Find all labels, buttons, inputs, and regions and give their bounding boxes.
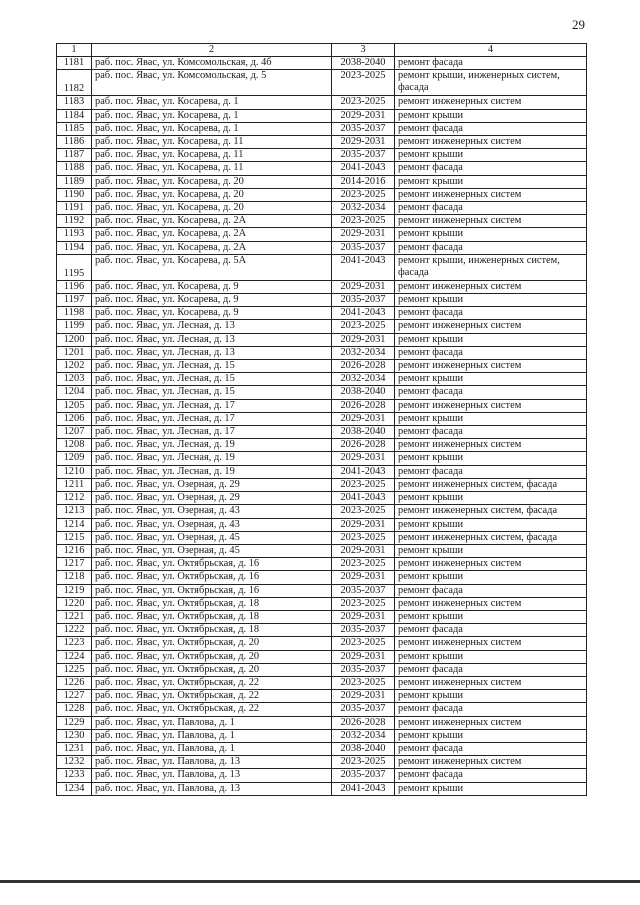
years-cell: 2029-2031 bbox=[332, 412, 395, 425]
work-type-cell: ремонт крыши bbox=[395, 492, 587, 505]
table-row bbox=[57, 215, 587, 228]
row-number-cell: 1201 bbox=[57, 346, 92, 359]
work-type-cell: ремонт инженерных систем, фасада bbox=[395, 478, 587, 491]
work-type-cell: ремонт фасада bbox=[395, 703, 587, 716]
table-row bbox=[57, 742, 587, 755]
address-cell: раб. пос. Явас, ул. Озерная, д. 45 bbox=[92, 544, 332, 557]
table-row bbox=[57, 360, 587, 373]
page-number: 29 bbox=[572, 17, 585, 32]
work-type-cell: ремонт инженерных систем, фасада bbox=[395, 505, 587, 518]
table-row bbox=[57, 202, 587, 215]
work-type-cell: ремонт крыши bbox=[395, 175, 587, 188]
work-type-cell: ремонт фасада bbox=[395, 663, 587, 676]
table-row bbox=[57, 544, 587, 557]
row-number-cell: 1219 bbox=[57, 584, 92, 597]
address-cell: раб. пос. Явас, ул. Октябрьская, д. 22 bbox=[92, 676, 332, 689]
work-type-cell: ремонт инженерных систем bbox=[395, 716, 587, 729]
years-cell: 2032-2034 bbox=[332, 346, 395, 359]
column-header-years: 3 bbox=[332, 44, 395, 57]
table-row bbox=[57, 399, 587, 412]
address-cell: раб. пос. Явас, ул. Косарева, д. 5А bbox=[92, 254, 332, 280]
years-cell: 2023-2025 bbox=[332, 188, 395, 201]
row-number-cell: 1224 bbox=[57, 650, 92, 663]
table-row bbox=[57, 716, 587, 729]
address-cell: раб. пос. Явас, ул. Озерная, д. 29 bbox=[92, 478, 332, 491]
address-cell: раб. пос. Явас, ул. Павлова, д. 13 bbox=[92, 769, 332, 782]
work-type-cell: ремонт крыши, инженерных систем, фасада bbox=[395, 254, 587, 280]
address-cell: раб. пос. Явас, ул. Косарева, д. 9 bbox=[92, 280, 332, 293]
years-cell: 2023-2025 bbox=[332, 215, 395, 228]
column-header-work: 4 bbox=[395, 44, 587, 57]
address-cell: раб. пос. Явас, ул. Лесная, д. 13 bbox=[92, 320, 332, 333]
years-cell: 2035-2037 bbox=[332, 241, 395, 254]
work-type-cell: ремонт фасада bbox=[395, 202, 587, 215]
table-row bbox=[57, 307, 587, 320]
row-number-cell: 1233 bbox=[57, 769, 92, 782]
years-cell: 2041-2043 bbox=[332, 162, 395, 175]
row-number-cell: 1206 bbox=[57, 412, 92, 425]
address-cell: раб. пос. Явас, ул. Озерная, д. 45 bbox=[92, 531, 332, 544]
work-type-cell: ремонт фасада bbox=[395, 307, 587, 320]
row-number-cell: 1229 bbox=[57, 716, 92, 729]
years-cell: 2038-2040 bbox=[332, 386, 395, 399]
work-type-cell: ремонт фасада bbox=[395, 122, 587, 135]
table-row bbox=[57, 584, 587, 597]
table-row bbox=[57, 571, 587, 584]
address-cell: раб. пос. Явас, ул. Косарева, д. 2А bbox=[92, 215, 332, 228]
row-number-cell: 1234 bbox=[57, 782, 92, 795]
table-row bbox=[57, 96, 587, 109]
years-cell: 2029-2031 bbox=[332, 544, 395, 557]
row-number-cell: 1196 bbox=[57, 280, 92, 293]
address-cell: раб. пос. Явас, ул. Косарева, д. 2А bbox=[92, 228, 332, 241]
row-number-cell: 1202 bbox=[57, 360, 92, 373]
years-cell: 2029-2031 bbox=[332, 650, 395, 663]
table-row bbox=[57, 70, 587, 96]
years-cell: 2041-2043 bbox=[332, 254, 395, 280]
years-cell: 2035-2037 bbox=[332, 149, 395, 162]
work-type-cell: ремонт фасада bbox=[395, 346, 587, 359]
work-type-cell: ремонт инженерных систем bbox=[395, 637, 587, 650]
years-cell: 2035-2037 bbox=[332, 584, 395, 597]
column-header-address: 2 bbox=[92, 44, 332, 57]
years-cell: 2026-2028 bbox=[332, 399, 395, 412]
table-row bbox=[57, 109, 587, 122]
address-cell: раб. пос. Явас, ул. Косарева, д. 11 bbox=[92, 149, 332, 162]
table-row bbox=[57, 346, 587, 359]
row-number-cell: 1190 bbox=[57, 188, 92, 201]
address-cell: раб. пос. Явас, ул. Лесная, д. 17 bbox=[92, 412, 332, 425]
table-row bbox=[57, 386, 587, 399]
years-cell: 2023-2025 bbox=[332, 320, 395, 333]
address-cell: раб. пос. Явас, ул. Октябрьская, д. 16 bbox=[92, 558, 332, 571]
row-number-cell: 1204 bbox=[57, 386, 92, 399]
table-row bbox=[57, 518, 587, 531]
row-number-cell: 1187 bbox=[57, 149, 92, 162]
row-number-cell: 1213 bbox=[57, 505, 92, 518]
address-cell: раб. пос. Явас, ул. Павлова, д. 1 bbox=[92, 716, 332, 729]
row-number-cell: 1228 bbox=[57, 703, 92, 716]
table-row bbox=[57, 320, 587, 333]
table-row bbox=[57, 241, 587, 254]
table-row bbox=[57, 465, 587, 478]
table-row bbox=[57, 162, 587, 175]
table-row bbox=[57, 663, 587, 676]
years-cell: 2038-2040 bbox=[332, 742, 395, 755]
address-cell: раб. пос. Явас, ул. Лесная, д. 19 bbox=[92, 465, 332, 478]
table-row bbox=[57, 280, 587, 293]
work-type-cell: ремонт крыши bbox=[395, 650, 587, 663]
table-row bbox=[57, 531, 587, 544]
work-type-cell: ремонт крыши bbox=[395, 149, 587, 162]
table-row bbox=[57, 122, 587, 135]
work-type-cell: ремонт инженерных систем bbox=[395, 756, 587, 769]
years-cell: 2032-2034 bbox=[332, 202, 395, 215]
work-type-cell: ремонт крыши bbox=[395, 333, 587, 346]
years-cell: 2026-2028 bbox=[332, 360, 395, 373]
address-cell: раб. пос. Явас, ул. Озерная, д. 43 bbox=[92, 505, 332, 518]
years-cell: 2014-2016 bbox=[332, 175, 395, 188]
work-type-cell: ремонт фасада bbox=[395, 162, 587, 175]
years-cell: 2026-2028 bbox=[332, 439, 395, 452]
row-number-cell: 1221 bbox=[57, 610, 92, 623]
table-row bbox=[57, 703, 587, 716]
address-cell: раб. пос. Явас, ул. Октябрьская, д. 18 bbox=[92, 624, 332, 637]
work-type-cell: ремонт фасада bbox=[395, 742, 587, 755]
years-cell: 2029-2031 bbox=[332, 610, 395, 623]
address-cell: раб. пос. Явас, ул. Косарева, д. 1 bbox=[92, 109, 332, 122]
address-cell: раб. пос. Явас, ул. Октябрьская, д. 20 bbox=[92, 663, 332, 676]
address-cell: раб. пос. Явас, ул. Косарева, д. 1 bbox=[92, 122, 332, 135]
table-row bbox=[57, 228, 587, 241]
work-type-cell: ремонт крыши bbox=[395, 571, 587, 584]
row-number-cell: 1218 bbox=[57, 571, 92, 584]
row-number-cell: 1182 bbox=[57, 70, 92, 96]
row-number-cell: 1186 bbox=[57, 136, 92, 149]
years-cell: 2023-2025 bbox=[332, 558, 395, 571]
years-cell: 2023-2025 bbox=[332, 96, 395, 109]
years-cell: 2041-2043 bbox=[332, 782, 395, 795]
years-cell: 2041-2043 bbox=[332, 307, 395, 320]
row-number-cell: 1203 bbox=[57, 373, 92, 386]
address-cell: раб. пос. Явас, ул. Лесная, д. 15 bbox=[92, 386, 332, 399]
years-cell: 2023-2025 bbox=[332, 478, 395, 491]
row-number-cell: 1208 bbox=[57, 439, 92, 452]
years-cell: 2023-2025 bbox=[332, 597, 395, 610]
work-type-cell: ремонт крыши bbox=[395, 544, 587, 557]
work-type-cell: ремонт фасада bbox=[395, 769, 587, 782]
years-cell: 2032-2034 bbox=[332, 373, 395, 386]
table-row bbox=[57, 439, 587, 452]
table-body bbox=[57, 57, 587, 796]
address-cell: раб. пос. Явас, ул. Косарева, д. 11 bbox=[92, 162, 332, 175]
work-type-cell: ремонт инженерных систем bbox=[395, 320, 587, 333]
row-number-cell: 1211 bbox=[57, 478, 92, 491]
years-cell: 2035-2037 bbox=[332, 769, 395, 782]
address-cell: раб. пос. Явас, ул. Октябрьская, д. 16 bbox=[92, 571, 332, 584]
work-type-cell: ремонт крыши bbox=[395, 610, 587, 623]
work-type-cell: ремонт фасада bbox=[395, 624, 587, 637]
work-type-cell: ремонт крыши bbox=[395, 373, 587, 386]
row-number-cell: 1183 bbox=[57, 96, 92, 109]
address-cell: раб. пос. Явас, ул. Октябрьская, д. 18 bbox=[92, 597, 332, 610]
years-cell: 2029-2031 bbox=[332, 571, 395, 584]
table-row bbox=[57, 136, 587, 149]
row-number-cell: 1212 bbox=[57, 492, 92, 505]
row-number-cell: 1215 bbox=[57, 531, 92, 544]
address-cell: раб. пос. Явас, ул. Лесная, д. 17 bbox=[92, 399, 332, 412]
address-cell: раб. пос. Явас, ул. Озерная, д. 43 bbox=[92, 518, 332, 531]
years-cell: 2029-2031 bbox=[332, 280, 395, 293]
work-type-cell: ремонт инженерных систем bbox=[395, 360, 587, 373]
work-type-cell: ремонт фасада bbox=[395, 465, 587, 478]
years-cell: 2038-2040 bbox=[332, 57, 395, 70]
table-row bbox=[57, 373, 587, 386]
years-cell: 2029-2031 bbox=[332, 136, 395, 149]
address-cell: раб. пос. Явас, ул. Октябрьская, д. 16 bbox=[92, 584, 332, 597]
years-cell: 2023-2025 bbox=[332, 70, 395, 96]
years-cell: 2035-2037 bbox=[332, 294, 395, 307]
address-cell: раб. пос. Явас, ул. Озерная, д. 29 bbox=[92, 492, 332, 505]
address-cell: раб. пос. Явас, ул. Косарева, д. 2А bbox=[92, 241, 332, 254]
row-number-cell: 1191 bbox=[57, 202, 92, 215]
work-type-cell: ремонт инженерных систем bbox=[395, 399, 587, 412]
address-cell: раб. пос. Явас, ул. Косарева, д. 1 bbox=[92, 96, 332, 109]
row-number-cell: 1232 bbox=[57, 756, 92, 769]
work-type-cell: ремонт инженерных систем bbox=[395, 558, 587, 571]
years-cell: 2026-2028 bbox=[332, 716, 395, 729]
row-number-cell: 1192 bbox=[57, 215, 92, 228]
address-cell: раб. пос. Явас, ул. Октябрьская, д. 22 bbox=[92, 703, 332, 716]
table-row bbox=[57, 676, 587, 689]
table-row bbox=[57, 254, 587, 280]
address-cell: раб. пос. Явас, ул. Павлова, д. 1 bbox=[92, 742, 332, 755]
work-type-cell: ремонт крыши bbox=[395, 294, 587, 307]
work-type-cell: ремонт инженерных систем, фасада bbox=[395, 531, 587, 544]
years-cell: 2029-2031 bbox=[332, 518, 395, 531]
table-row bbox=[57, 188, 587, 201]
years-cell: 2032-2034 bbox=[332, 729, 395, 742]
row-number-cell: 1225 bbox=[57, 663, 92, 676]
years-cell: 2035-2037 bbox=[332, 663, 395, 676]
row-number-cell: 1230 bbox=[57, 729, 92, 742]
row-number-cell: 1217 bbox=[57, 558, 92, 571]
row-number-cell: 1222 bbox=[57, 624, 92, 637]
work-type-cell: ремонт инженерных систем bbox=[395, 136, 587, 149]
address-cell: раб. пос. Явас, ул. Лесная, д. 19 bbox=[92, 452, 332, 465]
row-number-cell: 1200 bbox=[57, 333, 92, 346]
table-row bbox=[57, 782, 587, 795]
work-type-cell: ремонт инженерных систем bbox=[395, 188, 587, 201]
table-row bbox=[57, 650, 587, 663]
work-type-cell: ремонт крыши bbox=[395, 452, 587, 465]
address-cell: раб. пос. Явас, ул. Комсомольская, д. 4б bbox=[92, 57, 332, 70]
work-type-cell: ремонт фасада bbox=[395, 57, 587, 70]
column-header-number: 1 bbox=[57, 44, 92, 57]
years-cell: 2038-2040 bbox=[332, 426, 395, 439]
years-cell: 2029-2031 bbox=[332, 452, 395, 465]
years-cell: 2023-2025 bbox=[332, 505, 395, 518]
row-number-cell: 1207 bbox=[57, 426, 92, 439]
years-cell: 2029-2031 bbox=[332, 690, 395, 703]
work-type-cell: ремонт крыши bbox=[395, 228, 587, 241]
address-cell: раб. пос. Явас, ул. Комсомольская, д. 5 bbox=[92, 70, 332, 96]
row-number-cell: 1226 bbox=[57, 676, 92, 689]
work-type-cell: ремонт крыши bbox=[395, 109, 587, 122]
work-type-cell: ремонт крыши bbox=[395, 412, 587, 425]
scan-edge-line bbox=[0, 880, 640, 883]
row-number-cell: 1231 bbox=[57, 742, 92, 755]
address-cell: раб. пос. Явас, ул. Косарева, д. 20 bbox=[92, 188, 332, 201]
address-cell: раб. пос. Явас, ул. Лесная, д. 19 bbox=[92, 439, 332, 452]
row-number-cell: 1223 bbox=[57, 637, 92, 650]
years-cell: 2029-2031 bbox=[332, 228, 395, 241]
row-number-cell: 1198 bbox=[57, 307, 92, 320]
work-type-cell: ремонт фасада bbox=[395, 426, 587, 439]
table-row bbox=[57, 624, 587, 637]
table-row bbox=[57, 558, 587, 571]
row-number-cell: 1210 bbox=[57, 465, 92, 478]
table-row bbox=[57, 452, 587, 465]
table-row bbox=[57, 294, 587, 307]
address-cell: раб. пос. Явас, ул. Косарева, д. 20 bbox=[92, 202, 332, 215]
address-cell: раб. пос. Явас, ул. Павлова, д. 13 bbox=[92, 756, 332, 769]
address-cell: раб. пос. Явас, ул. Косарева, д. 20 bbox=[92, 175, 332, 188]
row-number-cell: 1188 bbox=[57, 162, 92, 175]
table-row bbox=[57, 175, 587, 188]
work-type-cell: ремонт инженерных систем bbox=[395, 597, 587, 610]
address-cell: раб. пос. Явас, ул. Октябрьская, д. 20 bbox=[92, 637, 332, 650]
years-cell: 2023-2025 bbox=[332, 637, 395, 650]
years-cell: 2041-2043 bbox=[332, 465, 395, 478]
address-cell: раб. пос. Явас, ул. Косарева, д. 11 bbox=[92, 136, 332, 149]
row-number-cell: 1220 bbox=[57, 597, 92, 610]
years-cell: 2023-2025 bbox=[332, 756, 395, 769]
work-type-cell: ремонт крыши, инженерных систем, фасада bbox=[395, 70, 587, 96]
work-type-cell: ремонт инженерных систем bbox=[395, 215, 587, 228]
table-row bbox=[57, 769, 587, 782]
address-cell: раб. пос. Явас, ул. Косарева, д. 9 bbox=[92, 307, 332, 320]
work-type-cell: ремонт инженерных систем bbox=[395, 96, 587, 109]
table-row bbox=[57, 637, 587, 650]
row-number-cell: 1197 bbox=[57, 294, 92, 307]
work-type-cell: ремонт крыши bbox=[395, 518, 587, 531]
table-row bbox=[57, 412, 587, 425]
row-number-cell: 1184 bbox=[57, 109, 92, 122]
years-cell: 2035-2037 bbox=[332, 122, 395, 135]
address-cell: раб. пос. Явас, ул. Лесная, д. 15 bbox=[92, 360, 332, 373]
work-type-cell: ремонт крыши bbox=[395, 782, 587, 795]
address-cell: раб. пос. Явас, ул. Косарева, д. 9 bbox=[92, 294, 332, 307]
work-type-cell: ремонт фасада bbox=[395, 386, 587, 399]
years-cell: 2035-2037 bbox=[332, 703, 395, 716]
table-row bbox=[57, 690, 587, 703]
table-header-row bbox=[57, 44, 587, 57]
table-row bbox=[57, 57, 587, 70]
row-number-cell: 1216 bbox=[57, 544, 92, 557]
table-row bbox=[57, 149, 587, 162]
work-type-cell: ремонт фасада bbox=[395, 241, 587, 254]
address-cell: раб. пос. Явас, ул. Октябрьская, д. 18 bbox=[92, 610, 332, 623]
table-row bbox=[57, 610, 587, 623]
table-row bbox=[57, 505, 587, 518]
years-cell: 2029-2031 bbox=[332, 109, 395, 122]
row-number-cell: 1214 bbox=[57, 518, 92, 531]
row-number-cell: 1209 bbox=[57, 452, 92, 465]
row-number-cell: 1189 bbox=[57, 175, 92, 188]
work-type-cell: ремонт инженерных систем bbox=[395, 439, 587, 452]
address-cell: раб. пос. Явас, ул. Лесная, д. 17 bbox=[92, 426, 332, 439]
table-row bbox=[57, 333, 587, 346]
table-row bbox=[57, 729, 587, 742]
row-number-cell: 1205 bbox=[57, 399, 92, 412]
table-row bbox=[57, 756, 587, 769]
address-cell: раб. пос. Явас, ул. Октябрьская, д. 20 bbox=[92, 650, 332, 663]
repair-schedule-table bbox=[56, 43, 587, 796]
row-number-cell: 1181 bbox=[57, 57, 92, 70]
table-row bbox=[57, 492, 587, 505]
address-cell: раб. пос. Явас, ул. Лесная, д. 13 bbox=[92, 346, 332, 359]
address-cell: раб. пос. Явас, ул. Павлова, д. 13 bbox=[92, 782, 332, 795]
work-type-cell: ремонт крыши bbox=[395, 729, 587, 742]
table-row bbox=[57, 426, 587, 439]
table-row bbox=[57, 478, 587, 491]
table-row bbox=[57, 597, 587, 610]
address-cell: раб. пос. Явас, ул. Павлова, д. 1 bbox=[92, 729, 332, 742]
work-type-cell: ремонт фасада bbox=[395, 584, 587, 597]
work-type-cell: ремонт инженерных систем bbox=[395, 280, 587, 293]
work-type-cell: ремонт инженерных систем bbox=[395, 676, 587, 689]
row-number-cell: 1185 bbox=[57, 122, 92, 135]
address-cell: раб. пос. Явас, ул. Октябрьская, д. 22 bbox=[92, 690, 332, 703]
years-cell: 2041-2043 bbox=[332, 492, 395, 505]
address-cell: раб. пос. Явас, ул. Лесная, д. 15 bbox=[92, 373, 332, 386]
address-cell: раб. пос. Явас, ул. Лесная, д. 13 bbox=[92, 333, 332, 346]
work-type-cell: ремонт крыши bbox=[395, 690, 587, 703]
years-cell: 2023-2025 bbox=[332, 676, 395, 689]
row-number-cell: 1227 bbox=[57, 690, 92, 703]
row-number-cell: 1194 bbox=[57, 241, 92, 254]
years-cell: 2029-2031 bbox=[332, 333, 395, 346]
row-number-cell: 1195 bbox=[57, 254, 92, 280]
years-cell: 2035-2037 bbox=[332, 624, 395, 637]
row-number-cell: 1193 bbox=[57, 228, 92, 241]
years-cell: 2023-2025 bbox=[332, 531, 395, 544]
row-number-cell: 1199 bbox=[57, 320, 92, 333]
